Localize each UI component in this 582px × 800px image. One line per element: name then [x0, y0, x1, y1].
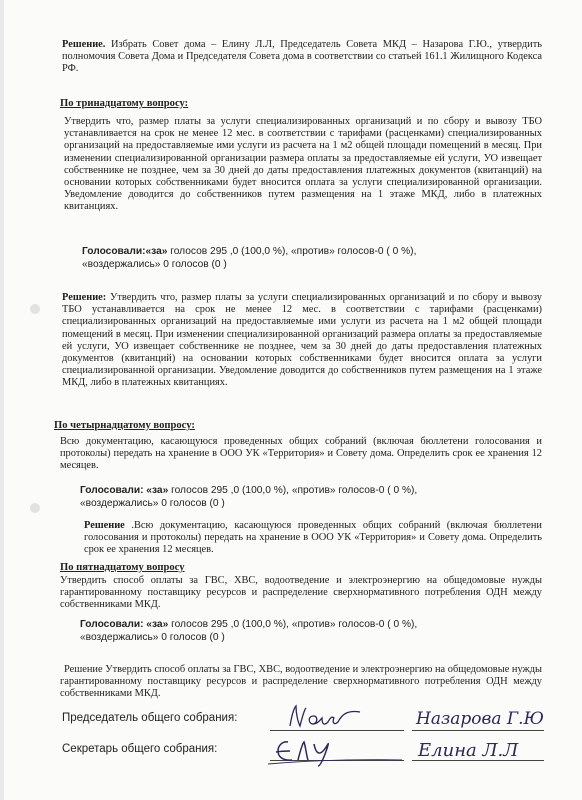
secretary-signature: [262, 730, 407, 768]
decision-text: .Всю документацию, касающуюся проведенных общих собраний (включая бюллетени голосования и протоколы) передать на хранение в ООО УК «Территория» и Совету дома. Определить срок ее хранения 12 месяцев.: [84, 520, 542, 556]
punch-hole-top: [30, 304, 40, 314]
question-13-decision: [62, 292, 542, 390]
decision-lead: Решение:: [62, 292, 107, 303]
punch-hole-bottom: [30, 503, 40, 513]
decision-text: Утвердить способ оплаты за ГВС, ХВС, водоотведение и электроэнергию на общедомовые нужды гарантированному поставщику ресурсов и распределение сверхнормативного потребления ОДН между собственниками МКД.: [60, 664, 543, 700]
vote-label: Голосовали: «за»: [80, 619, 169, 630]
scan-edge: [0, 0, 4, 800]
vote-line-1: голосов 295 ,0 (100,0 %), «против» голосов-0 ( 0 %),: [170, 246, 417, 257]
question-15-header: По пятнадцатому вопросу: [60, 562, 185, 573]
question-14-header: По четырнадцатому вопросу:: [54, 420, 195, 431]
question-14-vote: [80, 484, 542, 510]
decision-lead: Решение.: [62, 39, 106, 50]
question-13-text: Утвердить что, размер платы за услуги специализированных организаций и по сбору и вывозу ТБО устанавливается на срок не менее 12 мес. в соответствии с тарифами (расценками) специализированных организаций на предоставляемые ими услуги из расчета на 1 м2 общей площади помещений в месяц. При изменении специализированной организации размера оплаты за предоставляемые ей услуги, УО извещает собственнике не позднее, чем за 30 дней до даты предоставления платежных документов (квитанций) на основании которых собственниками будет вносится оплата за услуги специализированной организации. Уведомление доводится до собственников путем размещения на 1 этаже МКД, либо в платежных квитанциях.: [64, 116, 542, 213]
chair-name-handwritten: [414, 700, 546, 734]
decision-lead: Решение: [84, 520, 125, 531]
question-14-decision: [84, 520, 542, 557]
decision-text: Избрать Совет дома – Елину Л.Л, Председатель Совета МКД – Назарова Г.Ю., утвердить полномочия Совета Дома и Председателя Совета дома в соответствии со статьей 161.1 Жилищного Кодекса РФ.: [62, 39, 542, 75]
secretary-label: Секретарь общего собрания:: [62, 743, 218, 755]
vote-line-1: голосов 295 ,0 (100,0 %), «против» голосов-0 ( 0 %),: [171, 619, 418, 630]
vote-line-2: «воздержались» 0 голосов (0 ): [80, 498, 225, 509]
decision-lead: Решение: [64, 664, 103, 675]
question-13-vote: [82, 245, 542, 271]
question-15-vote: [80, 618, 542, 644]
vote-label: Голосовали: «за»: [80, 485, 169, 496]
question-15-decision: [60, 664, 542, 701]
question-15-text: Утвердить способ оплаты за ГВС, ХВС, водоотведение и электроэнергию на общедомовые нужды гарантированному поставщику ресурсов и распределение сверхнормативного потребления ОДН между собственниками МКД.: [60, 575, 542, 611]
decision-text: Утвердить что, размер платы за услуги специализированных организаций и по сбору и вывозу ТБО устанавливается на срок не менее 12 мес. в соответствии с тарифами (расценками) специализированных организаций на предоставляемые ими услуги из расчета на 1 м2 общей площади помещений в месяц. При изменении специализированной организаций размера оплаты за предоставляемые ей услуги, УО извещает собственнике не позднее, чем за 30 дней до даты предоставления платежных документов (квитанций) на основании которых собственниками будет вносится оплата за услуги специализированной организации. Уведомление доводится до собственников путем размещения на 1 этаже МКД, либо в платежных квитанциях.: [62, 292, 542, 389]
chair-signature: [268, 700, 408, 734]
secretary-name-text: Елина Л.Л: [418, 740, 519, 761]
chair-label: Председатель общего собрания:: [62, 712, 238, 724]
question-13-header: По тринадцатому вопросу:: [60, 98, 189, 109]
question-14-text: Всю документацию, касающуюся проведенных общих собраний (включая бюллетени голосования и протоколы) передать на хранение в ООО УК «Территория» и Совету дома. Определить срок ее хранения 12 месяцев.: [60, 436, 542, 472]
vote-line-2: «воздержались» 0 голосов (0 ): [82, 259, 227, 270]
vote-line-1: голосов 295 ,0 (100,0 %), «против» голосов-0 ( 0 %),: [171, 485, 418, 496]
vote-label: Голосовали:«за»: [82, 246, 168, 257]
vote-line-2: «воздержались» 0 голосов (0 ): [80, 632, 225, 643]
secretary-name-handwritten: [414, 730, 546, 766]
decision-council-paragraph: [62, 39, 542, 76]
chair-name-text: Назарова Г.Ю: [416, 709, 544, 729]
